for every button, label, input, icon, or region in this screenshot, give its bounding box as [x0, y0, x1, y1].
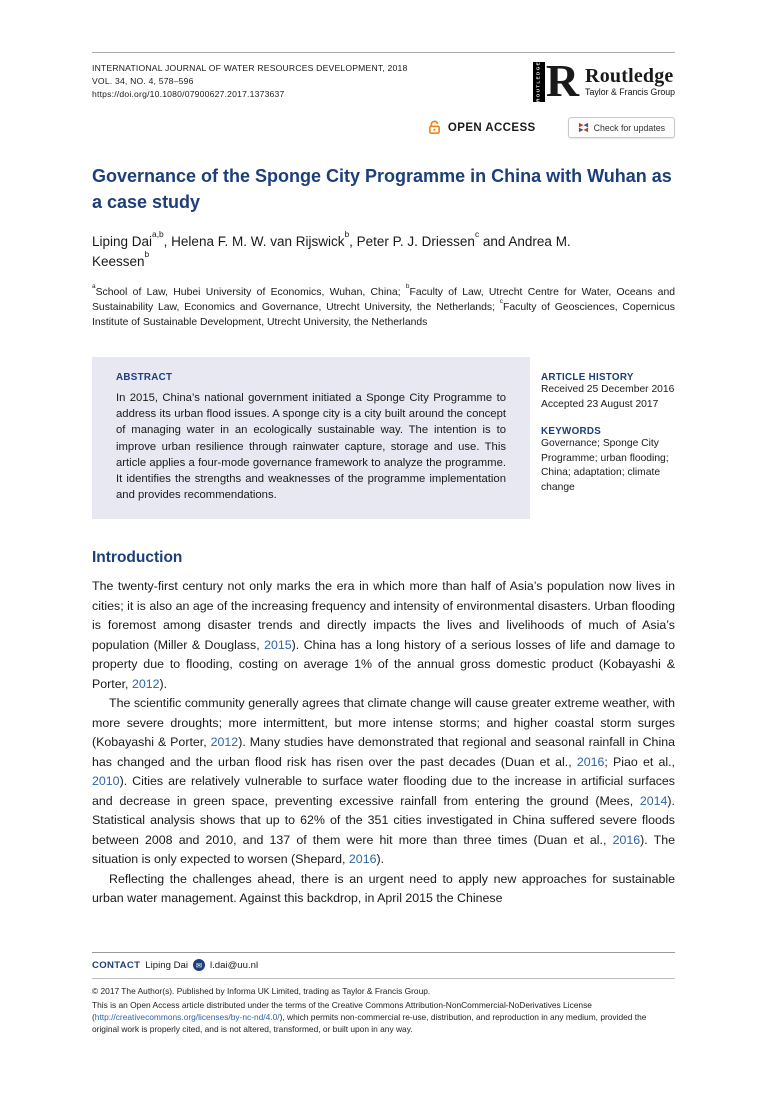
publisher-wordmark [585, 62, 675, 102]
accepted-date: Accepted 23 August 2017 [541, 398, 659, 410]
affiliations: $^a$School of Law, Hubei University of Economics, Wuhan, China; $^b$Faculty of Law, Utrecht Centre for Water, Oceans and Sustainability Law, Economics and Governance, Utrecht University, the Netherlands; $^c$Faculty of Geosciences, Copernicus Institute of Sustainable Development, Utrecht University, the Netherlands [92, 282, 675, 328]
article-title: Governance of the Sponge City Programme in China with Wuhan as a case study [92, 166, 672, 212]
open-access-label: OPEN ACCESS [447, 121, 536, 134]
abstract-box [92, 357, 530, 519]
contact-label: CONTACT [92, 959, 141, 971]
intro-paragraph-1: The twenty-first century not only marks the era in which more than half of Asia’s population now lives in cities; it is also an age of the increasing frequency and intensity of environmental disasters. Urban flooding is foremost among disaster trends and directly impacts the lives and livelihoods of much of Asia’s population (Miller & Douglass, 2015). China has a long history of a serious losses of life and damage to property due to flooding, costing on average 1% of the annual gross domestic product (Kobayashi & Porter, 2012). [92, 579, 675, 691]
citation-link[interactable]: 2016 [576, 754, 605, 769]
page-footer [92, 952, 675, 1035]
abstract-text: In 2015, China’s national government initiated a Sponge City Programme to address its urban flood issues. A sponge city is a city built around the concept of managing water in an ecologically sustainable way. The intention is to improve urban resilience through rainwater capture, storage and use. This article applies a four-mode governance framework to analyze the programme. It identifies the strengths and weaknesses of the programme implementation and provides recommendations. [116, 392, 506, 502]
citation-link[interactable]: 2012 [131, 676, 160, 691]
check-for-updates-button[interactable] [568, 117, 675, 138]
volume-issue-pages: VOL. 34, NO. 4, 578–596 [92, 76, 194, 86]
intro-paragraph-3: Reflecting the challenges ahead, there is an urgent need to apply new approaches for sustainable urban water management. Against this backdrop, in April 2015 the Chinese [92, 871, 675, 906]
keywords-heading: KEYWORDS [541, 426, 602, 437]
citation-link[interactable]: 2016 [348, 852, 377, 867]
contact-email[interactable]: l.dai@uu.nl [209, 959, 259, 971]
check-for-updates-label: Check for updates [593, 122, 665, 133]
section-heading-introduction: Introduction [92, 549, 183, 567]
citation-link[interactable]: http://creativecommons.org/licenses/by-nc-nd/4.0/ [94, 1012, 280, 1022]
author-list: Liping Dai$^{a,b}$, Helena F. M. W. van Rijswick$^b$, Peter P. J. Driessen$^c$ and Andrea M. Keessen$^b$ [92, 228, 571, 269]
article-history-heading: ARTICLE HISTORY [541, 372, 634, 383]
routledge-vertical-strip: ROUTLEDGE [533, 62, 545, 102]
citation-link[interactable]: 2014 [639, 793, 668, 808]
contact-line [92, 953, 675, 978]
publisher-tagline: Taylor & Francis Group [585, 87, 675, 97]
journal-meta [92, 62, 407, 101]
abstract-section [92, 357, 675, 519]
email-icon: ✉ [193, 959, 205, 971]
open-access-badge [427, 120, 536, 135]
routledge-r-icon: R [545, 55, 579, 106]
intro-paragraph-2: The scientific community generally agrees that climate change will cause greater extreme weather, with more severe droughts; more intermittent, but more intense storms; and higher coastal storm surges (Kobayashi & Porter, 2012). Many studies have demonstrated that regional and seasonal rainfall in China has changed and the urban flood risk has risen over the past decades (Duan et al., 2016; Piao et al., 2010). Cities are relatively vulnerable to surface water flooding due to the increase in artificial surfaces and decrease in green space, preventing excessive rainfall from entering the ground (Mees, 2014). Statistical analysis shows that up to 62% of the 351 cities investigated in China suffered severe floods between 2008 and 2010, and 137 of them were hit more than three times (Duan et al., 2016). The situation is only expected to worsen (Shepard, 2016). [92, 696, 675, 867]
contact-name: Liping Dai [145, 959, 188, 971]
received-date: Received 25 December 2016 [541, 384, 675, 395]
citation-link[interactable]: 2015 [264, 637, 292, 652]
publisher-name: Routledge [585, 65, 674, 87]
crossmark-icon [578, 122, 589, 133]
open-lock-icon [427, 120, 442, 135]
license-text: This is an Open Access article distributed under the terms of the Creative Commons Attribution-NonCommercial-NoDerivatives License (http://creativecommons.org/licenses/by-nc-nd/4.0/), which permits non-commercial re-use, distribution, and reproduction in any medium, provided the original work is properly cited, and is not altered, transformed, or built upon in any way. [92, 1000, 647, 1034]
copyright-text: © 2017 The Author(s). Published by Informa UK Limited, trading as Taylor & Francis Group. [92, 986, 431, 996]
citation-link[interactable]: 2010 [92, 774, 120, 789]
abstract-heading: ABSTRACT [116, 372, 173, 383]
footer-divider-rule [92, 978, 675, 979]
citation-link[interactable]: 2012 [210, 735, 239, 750]
article-body [92, 549, 675, 909]
journal-header [92, 52, 675, 106]
badges-row [92, 117, 675, 138]
journal-name: INTERNATIONAL JOURNAL OF WATER RESOURCES DEVELOPMENT, 2018 [92, 63, 408, 73]
routledge-logo [533, 55, 675, 106]
citation-link[interactable]: 2016 [612, 832, 641, 847]
article-info-sidebar [541, 357, 675, 519]
doi-link[interactable]: https://doi.org/10.1080/07900627.2017.1373637 [92, 89, 285, 99]
keywords-text: Governance; Sponge City Programme; urban flooding; China; adaptation; climate change [541, 438, 669, 493]
